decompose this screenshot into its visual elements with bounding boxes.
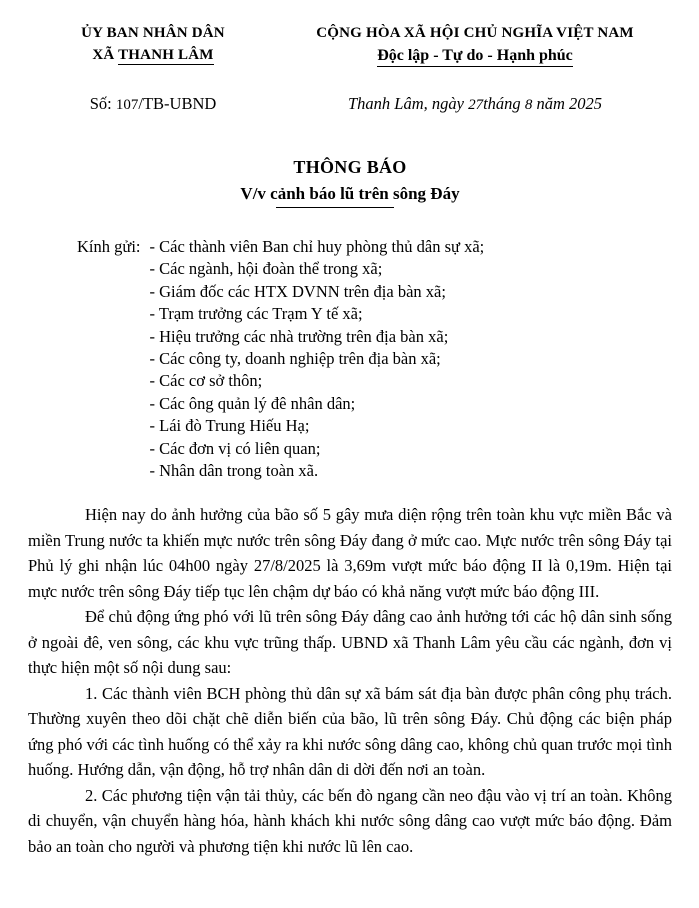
org-prefix: XÃ xyxy=(92,47,115,63)
national-motto-line1: CỘNG HÒA XÃ HỘI CHỦ NGHĨA VIỆT NAM xyxy=(316,25,634,41)
recipient-item: - Lái đò Trung Hiếu Hạ; xyxy=(149,416,310,436)
document-number xyxy=(28,93,278,116)
recipient-item: - Trạm trưởng các Trạm Y tế xã; xyxy=(149,304,363,324)
recipient-item: - Hiệu trưởng các nhà trường trên địa bàn xã; xyxy=(149,326,449,346)
date-month: 8 xyxy=(524,97,533,113)
doc-number-value: 107 xyxy=(115,97,139,113)
doc-number-label: Số: xyxy=(89,94,112,113)
recipients-block xyxy=(77,236,672,482)
recipients-list xyxy=(150,236,485,482)
body-paragraph-item-1: 1. Các thành viên BCH phòng thủ dân sự xã bám sát địa bàn được phân công phụ trách. Thường xuyên theo dõi chặt chẽ diễn biến của bão, lũ trên sông Đáy. Chủ động các biện pháp ứng phó với các tình huống có thể xảy ra khi nước sông dâng cao, không chủ quan trước mọi tình huống. Hướng dẫn, vận động, hỗ trợ nhân dân di dời đến nơi an toàn. xyxy=(28,683,672,780)
body-paragraph-item-2: 2. Các phương tiện vận tải thủy, các bến đò ngang cần neo đậu vào vị trí an toàn. Không di chuyển, vận chuyển hàng hóa, hành khách khi nước sông dâng cao vượt mức báo động. Đảm bảo an toàn cho người và phương tiện khi nước lũ lên cao. xyxy=(28,785,672,856)
body-paragraph-situation: Hiện nay do ảnh hưởng của bão số 5 gây mưa diện rộng trên toàn khu vực miền Bắc và miền Trung nước ta khiến mực nước trên sông Đáy đang ở mức cao. Mực nước trên sông Đáy tại Phủ lý ghi nhận lúc 04h00 ngày 27/8/2025 là 3,69m vượt mức báo động II là 0,19m. Hiện tại mực nước trên sông Đáy tiếp tục lên chậm dự báo có khả năng vượt mức báo động III. xyxy=(28,505,672,601)
place-date-prefix: Thanh Lâm, ngày xyxy=(348,94,464,113)
place-date-line xyxy=(278,93,672,116)
national-motto-line2 xyxy=(278,44,672,67)
date-month-label: tháng xyxy=(483,94,521,113)
date-year: 2025 xyxy=(568,94,602,113)
subtitle-underline xyxy=(276,207,394,208)
recipient-item: - Các thành viên Ban chỉ huy phòng thủ dân sự xã; xyxy=(149,237,485,256)
national-header-block xyxy=(278,22,672,67)
recipient-item: - Giám đốc các HTX DVNN trên địa bàn xã; xyxy=(149,281,446,301)
issuing-org-block xyxy=(28,22,278,66)
document-subtitle: V/v cảnh báo lũ trên sông Đáy xyxy=(240,184,460,203)
body-paragraph-purpose: Để chủ động ứng phó với lũ trên sông Đáy dâng cao ảnh hưởng tới các hộ dân sinh sống ở ngoài đê, ven sông, các khu vực trũng thấp. UBND xã Thanh Lâm yêu cầu các ngành, đơn vị thực hiện một số nội dung sau: xyxy=(28,607,672,678)
document-body xyxy=(28,502,672,859)
date-year-label: năm xyxy=(536,94,565,113)
motto-underlined: Độc lập - Tự do - Hạnh phúc xyxy=(377,47,573,67)
date-day: 27 xyxy=(468,97,484,113)
org-name-line1: ỦY BAN NHÂN DÂN xyxy=(81,25,225,41)
recipient-item: - Các ông quản lý đê nhân dân; xyxy=(149,393,356,413)
number-date-row xyxy=(28,93,672,116)
document-header xyxy=(28,22,672,67)
org-name-underlined: THANH LÂM xyxy=(118,47,214,63)
org-name-line2 xyxy=(28,44,278,66)
document-title: THÔNG BÁO xyxy=(293,157,407,177)
recipient-item: - Nhân dân trong toàn xã. xyxy=(149,461,319,481)
recipient-item: - Các công ty, doanh nghiệp trên địa bàn xã; xyxy=(149,349,441,369)
recipient-item: - Các ngành, hội đoàn thể trong xã; xyxy=(149,259,383,279)
doc-number-suffix: /TB-UBND xyxy=(138,94,217,113)
recipient-item: - Các đơn vị có liên quan; xyxy=(149,438,321,458)
recipients-label: Kính gửi: xyxy=(77,237,141,256)
recipient-item: - Các cơ sở thôn; xyxy=(149,371,263,391)
title-block xyxy=(28,156,672,208)
